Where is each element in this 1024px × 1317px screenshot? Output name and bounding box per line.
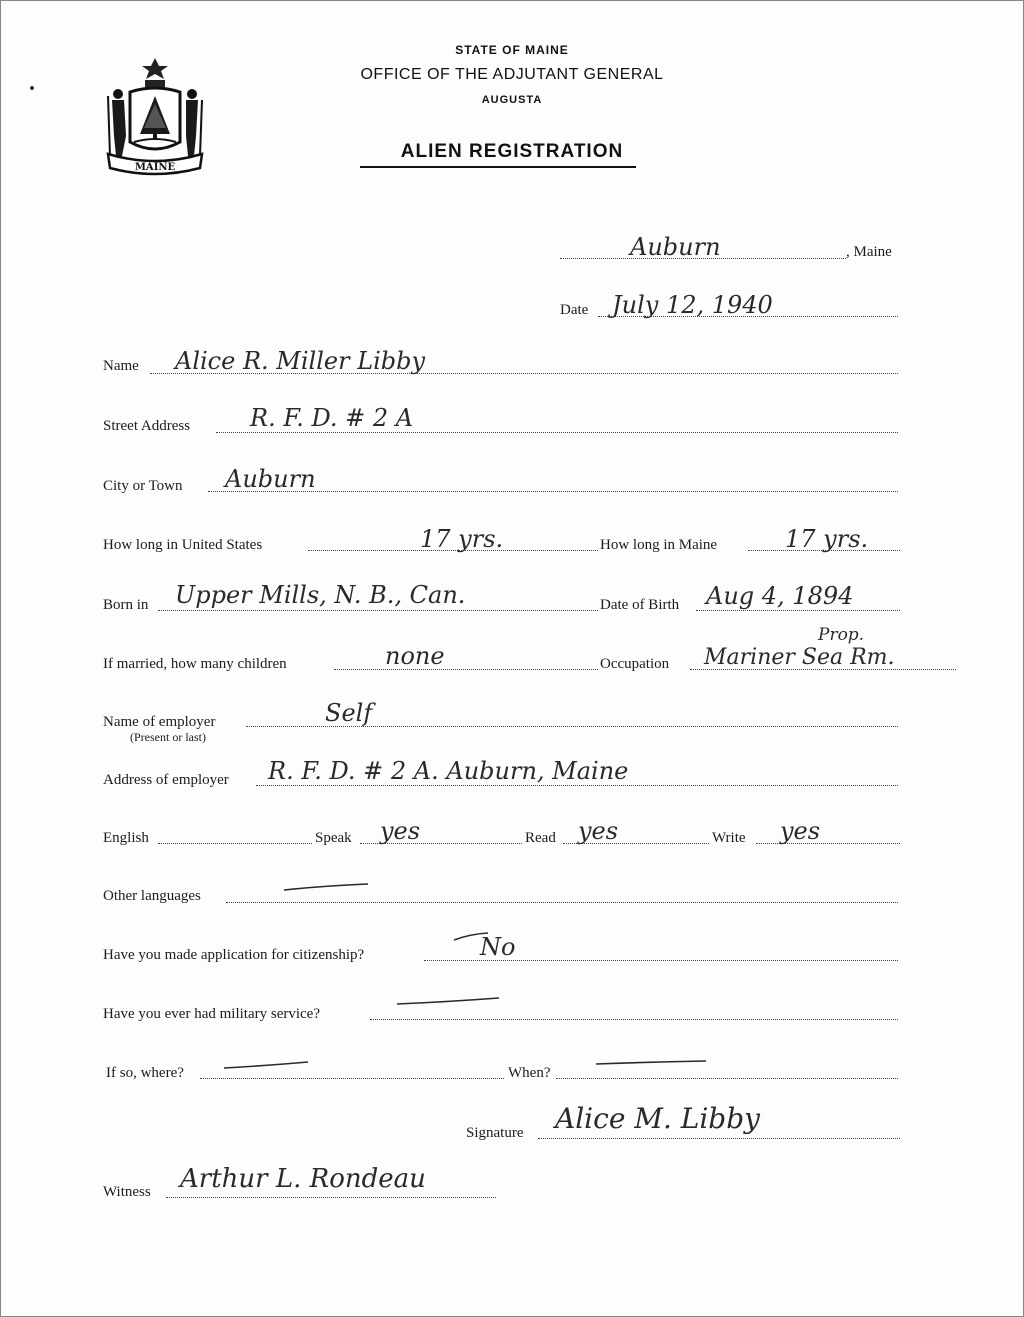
seal-text: MAINE <box>134 162 176 173</box>
employer-address-label: Address of employer <box>103 772 229 788</box>
born-label: Born in <box>103 597 149 613</box>
street-value: R. F. D. # 2 A <box>250 404 414 432</box>
street-line <box>216 432 898 433</box>
military-label: Have you ever had military service? <box>103 1006 320 1022</box>
employer-address-value: R. F. D. # 2 A. Auburn, Maine <box>268 757 629 785</box>
us-duration-label: How long in United States <box>103 537 263 553</box>
children-label: If married, how many children <box>103 656 287 672</box>
where-line <box>200 1078 504 1079</box>
dob-label: Date of Birth <box>600 597 680 613</box>
citizenship-dash <box>452 930 492 944</box>
where-dash <box>222 1060 312 1072</box>
city-heading: AUGUSTA <box>481 94 543 106</box>
occupation-value: Mariner Sea Rm. <box>704 645 895 670</box>
when-label: When? <box>508 1065 551 1081</box>
state-heading: STATE OF MAINE <box>455 43 569 57</box>
where-label: If so, where? <box>106 1065 184 1081</box>
when-dash <box>594 1058 710 1070</box>
employer-sublabel: (Present or last) <box>130 730 206 744</box>
employer-address-line <box>256 785 898 786</box>
name-label: Name <box>103 358 139 374</box>
ink-speck <box>30 86 34 90</box>
citizenship-value: No <box>480 933 516 961</box>
witness-value: Arthur L. Rondeau <box>180 1164 426 1194</box>
witness-label: Witness <box>103 1184 151 1200</box>
maine-duration-label: How long in Maine <box>600 537 718 553</box>
other-languages-line <box>226 902 898 903</box>
dob-line <box>696 610 900 611</box>
write-label: Write <box>712 830 746 846</box>
place-value: Auburn <box>630 233 721 261</box>
signature-value: Alice M. Libby <box>555 1102 760 1135</box>
write-line <box>756 843 900 844</box>
date-label: Date <box>560 302 589 318</box>
read-value: yes <box>578 817 619 845</box>
military-line <box>370 1019 898 1020</box>
place-suffix: , Maine <box>846 244 892 260</box>
children-line <box>334 669 598 670</box>
citizenship-label: Have you made application for citizenship? <box>103 947 365 963</box>
signature-line <box>538 1138 900 1139</box>
speak-label: Speak <box>315 830 352 846</box>
born-value: Upper Mills, N. B., Can. <box>175 581 466 609</box>
date-value: July 12, 1940 <box>612 291 773 319</box>
city-value: Auburn <box>225 465 316 493</box>
office-heading: OFFICE OF THE ADJUTANT GENERAL <box>360 66 664 83</box>
english-label: English <box>103 830 149 846</box>
signature-label: Signature <box>466 1125 524 1141</box>
english-line <box>158 843 312 844</box>
other-languages-dash <box>282 882 372 894</box>
employer-value: Self <box>325 699 373 727</box>
maine-duration-value: 17 yrs. <box>785 525 869 553</box>
title-underline <box>360 166 636 168</box>
form-title: ALIEN REGISTRATION <box>400 141 624 162</box>
other-languages-label: Other languages <box>103 888 201 904</box>
street-label: Street Address <box>103 418 191 434</box>
military-dash <box>395 996 505 1008</box>
witness-line <box>166 1197 496 1198</box>
dob-value: Aug 4, 1894 <box>706 582 854 610</box>
name-value: Alice R. Miller Libby <box>175 347 426 375</box>
born-line <box>158 610 598 611</box>
write-value: yes <box>780 817 821 845</box>
speak-value: yes <box>380 817 421 845</box>
city-label: City or Town <box>103 478 183 494</box>
occupation-label: Occupation <box>600 656 670 672</box>
when-line <box>556 1078 898 1079</box>
us-duration-value: 17 yrs. <box>420 525 504 553</box>
children-value: none <box>385 642 445 670</box>
employer-label: Name of employer <box>103 714 216 730</box>
occupation-note: Prop. <box>818 625 865 645</box>
read-label: Read <box>525 830 556 846</box>
